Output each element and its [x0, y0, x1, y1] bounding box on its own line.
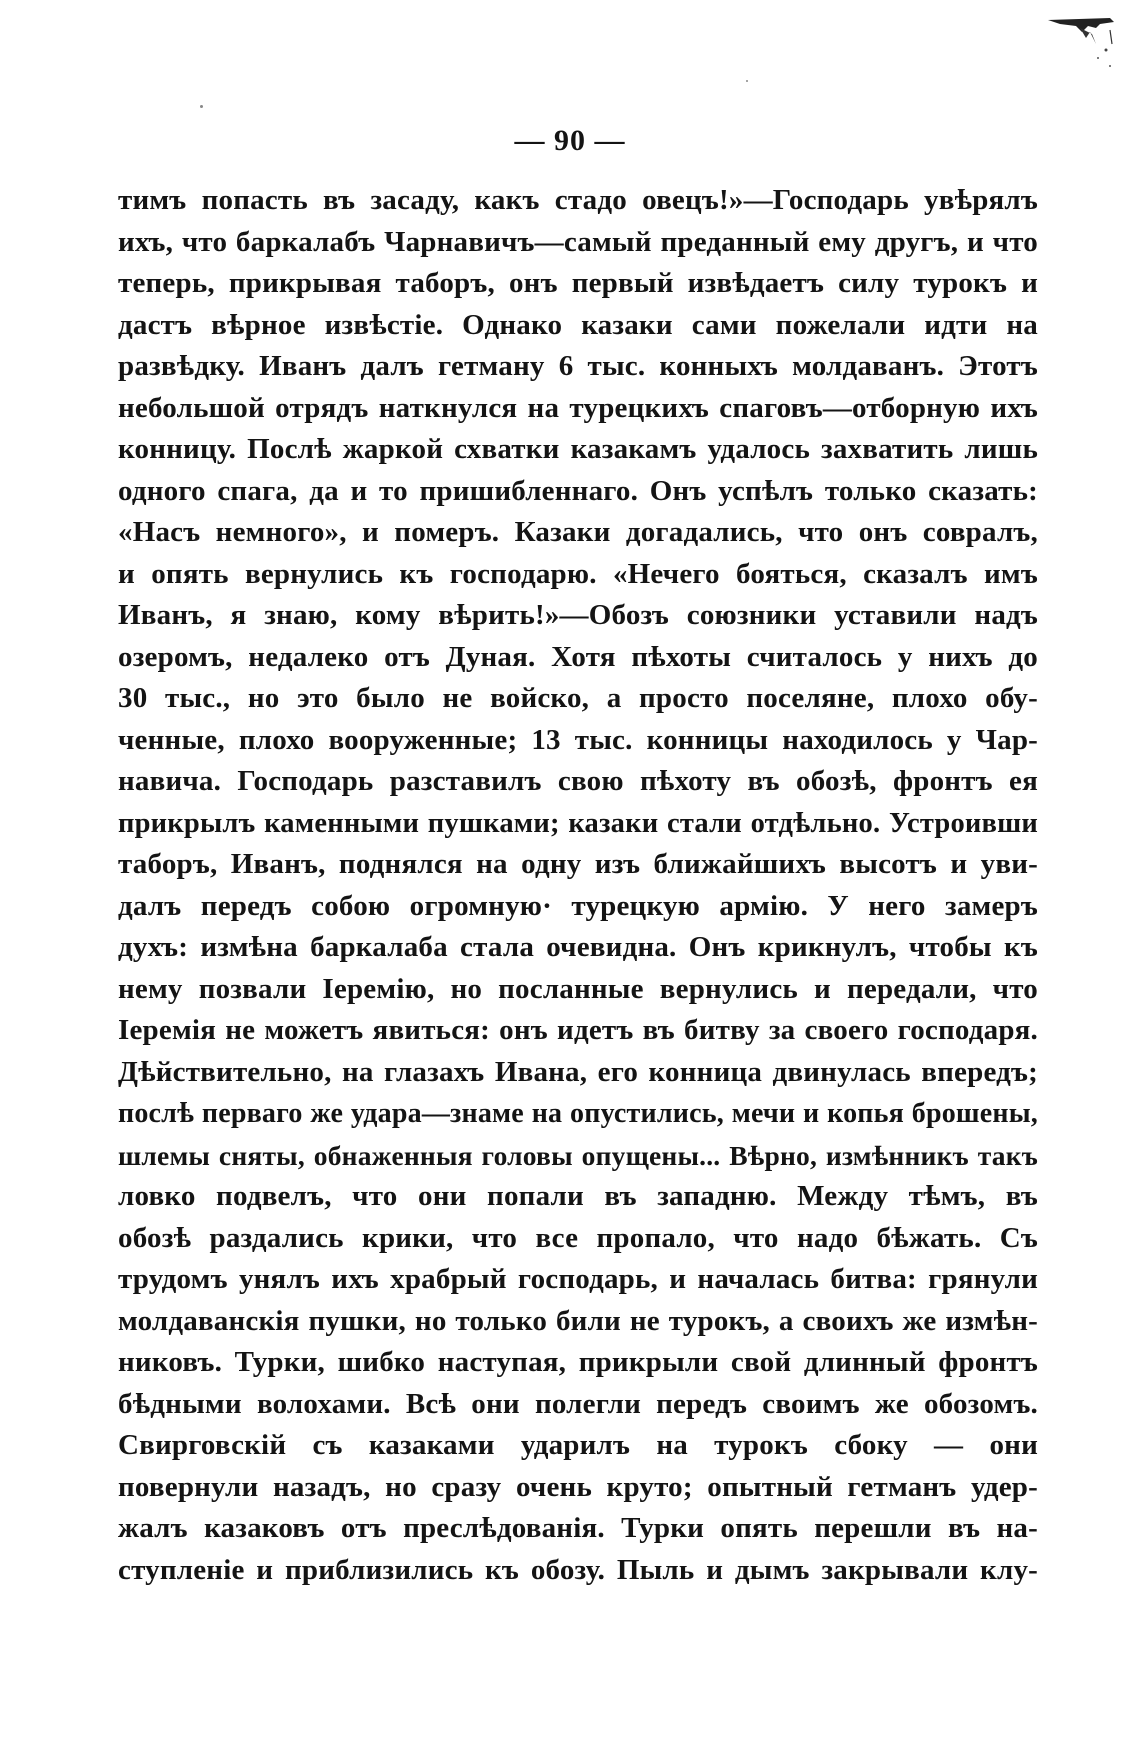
text-line: конницу. Послѣ жаркой схватки казакамъ удалось захватить лишь — [118, 433, 1038, 465]
text-line: ихъ, что баркалабъ Чарнавичъ—самый преданный ему другъ, и что — [118, 225, 1038, 258]
text-line: навича. Господарь разставилъ свою пѣхоту въ обозѣ, фронтъ ея — [118, 765, 1038, 797]
text-line: послѣ перваго же удара—знаме на опустились, мечи и копья брошены, — [118, 1098, 1038, 1129]
text-line: далъ передъ собою огромную· турецкую армію. У него замеръ — [118, 889, 1038, 922]
text-line: дастъ вѣрное извѣстіе. Однако казаки сами пожелали идти на — [118, 308, 1038, 341]
text-line: Дѣйствительно, на глазахъ Ивана, его конница двинулась впередъ; — [118, 1055, 1038, 1088]
text-line: небольшой отрядъ наткнулся на турецкихъ спаговъ—отборную ихъ — [118, 391, 1038, 424]
text-line: нему позвали Іеремію, но посланные вернулись и передали, что — [118, 972, 1038, 1005]
text-line: озеромъ, недалеко отъ Дуная. Хотя пѣхоты считалось у нихъ до — [118, 640, 1038, 673]
text-line: шлемы сняты, обнаженныя головы опущены... Вѣрно, измѣнникъ такъ — [118, 1139, 1038, 1171]
text-line: ченные, плохо вооруженные; 13 тыс. конницы находилось у Чар- — [118, 723, 1038, 756]
text-line: духъ: измѣна баркалаба стала очевидна. Онъ крикнулъ, чтобы къ — [118, 931, 1038, 963]
text-line: трудомъ унялъ ихъ храбрый господарь, и началась битва: грянули — [118, 1263, 1038, 1295]
text-line: тимъ попасть въ засаду, какъ стадо овецъ!»—Господарь увѣрялъ — [118, 184, 1038, 216]
text-line: обозѣ раздались крики, что все пропало, что надо бѣжать. Съ — [118, 1221, 1038, 1254]
text-line: Іеремія не можетъ явиться: онъ идетъ въ битву за своего господаря. — [118, 1014, 1038, 1046]
paper-speck — [200, 105, 203, 108]
text-line: жалъ казаковъ отъ преслѣдованія. Турки опять перешли въ на- — [118, 1512, 1038, 1544]
text-line: 30 тыс., но это было не войско, а просто поселяне, плохо обу- — [118, 682, 1038, 714]
text-line: прикрылъ каменными пушками; казаки стали отдѣльно. Устроивши — [118, 807, 1038, 839]
ink-smudge-icon — [1040, 14, 1118, 74]
text-line: развѣдку. Иванъ далъ гетману 6 тыс. конныхъ молдаванъ. Этотъ — [118, 350, 1038, 382]
text-line: ловко подвелъ, что они попали въ западню. Между тѣмъ, въ — [118, 1180, 1038, 1212]
text-line: Иванъ, я знаю, кому вѣрить!»—Обозъ союзники уставили надъ — [118, 599, 1038, 631]
text-line: Свирговскій съ казаками ударилъ на турокъ сбоку — они — [118, 1429, 1038, 1461]
page-number: — 90 — — [514, 124, 626, 157]
text-line: таборъ, Иванъ, поднялся на одну изъ ближайшихъ высотъ и уви- — [118, 848, 1038, 880]
text-line: бѣдными волохами. Всѣ они полегли передъ своимъ же обозомъ. — [118, 1387, 1038, 1420]
paper-speck — [746, 80, 748, 82]
text-line: одного спага, да и то пришибленнаго. Онъ успѣлъ только сказать: — [118, 474, 1038, 507]
text-line: повернули назадъ, но сразу очень круто; опытный гетманъ удер- — [118, 1470, 1038, 1503]
text-line: никовъ. Турки, шибко наступая, прикрыли свой длинный фронтъ — [118, 1346, 1038, 1378]
text-line: молдаванскія пушки, но только били не турокъ, а своихъ же измѣн- — [118, 1304, 1038, 1337]
text-line: ступленіе и приблизились къ обозу. Пыль и дымъ закрывали клу- — [118, 1553, 1038, 1586]
text-line: «Насъ немного», и померъ. Казаки догадались, что онъ совралъ, — [118, 516, 1038, 548]
text-line: и опять вернулись къ господарю. «Нечего бояться, сказалъ имъ — [118, 557, 1038, 590]
text-line: теперь, прикрывая таборъ, онъ первый извѣдаетъ силу турокъ и — [118, 267, 1038, 299]
body-text — [118, 180, 1038, 1591]
